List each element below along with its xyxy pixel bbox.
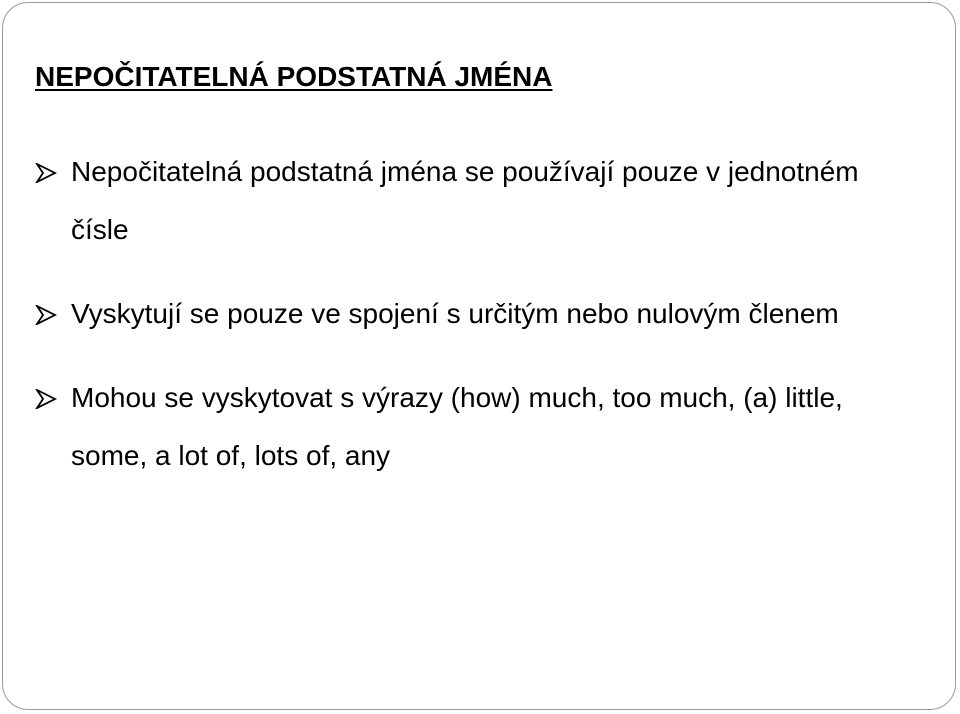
- bullet-text: Nepočitatelná podstatná jména se používají pouze v jednotném čísle: [71, 156, 859, 245]
- bullet-item: [35, 143, 915, 259]
- bullet-item: [35, 285, 915, 343]
- bullet-item: [35, 369, 915, 485]
- arrowhead-bullet-icon: [35, 163, 57, 183]
- slide-title: NEPOČITATELNÁ PODSTATNÁ JMÉNA: [35, 61, 553, 92]
- bullet-text: Vyskytují se pouze ve spojení s určitým nebo nulovým členem: [71, 298, 839, 329]
- arrowhead-bullet-icon: [35, 389, 57, 409]
- arrowhead-bullet-icon: [35, 305, 57, 325]
- bullet-text: Mohou se vyskytovat s výrazy (how) much, too much, (a) little, some, a lot of, lots of, any: [71, 382, 843, 471]
- slide: [2, 2, 956, 710]
- bullet-list: [35, 143, 915, 511]
